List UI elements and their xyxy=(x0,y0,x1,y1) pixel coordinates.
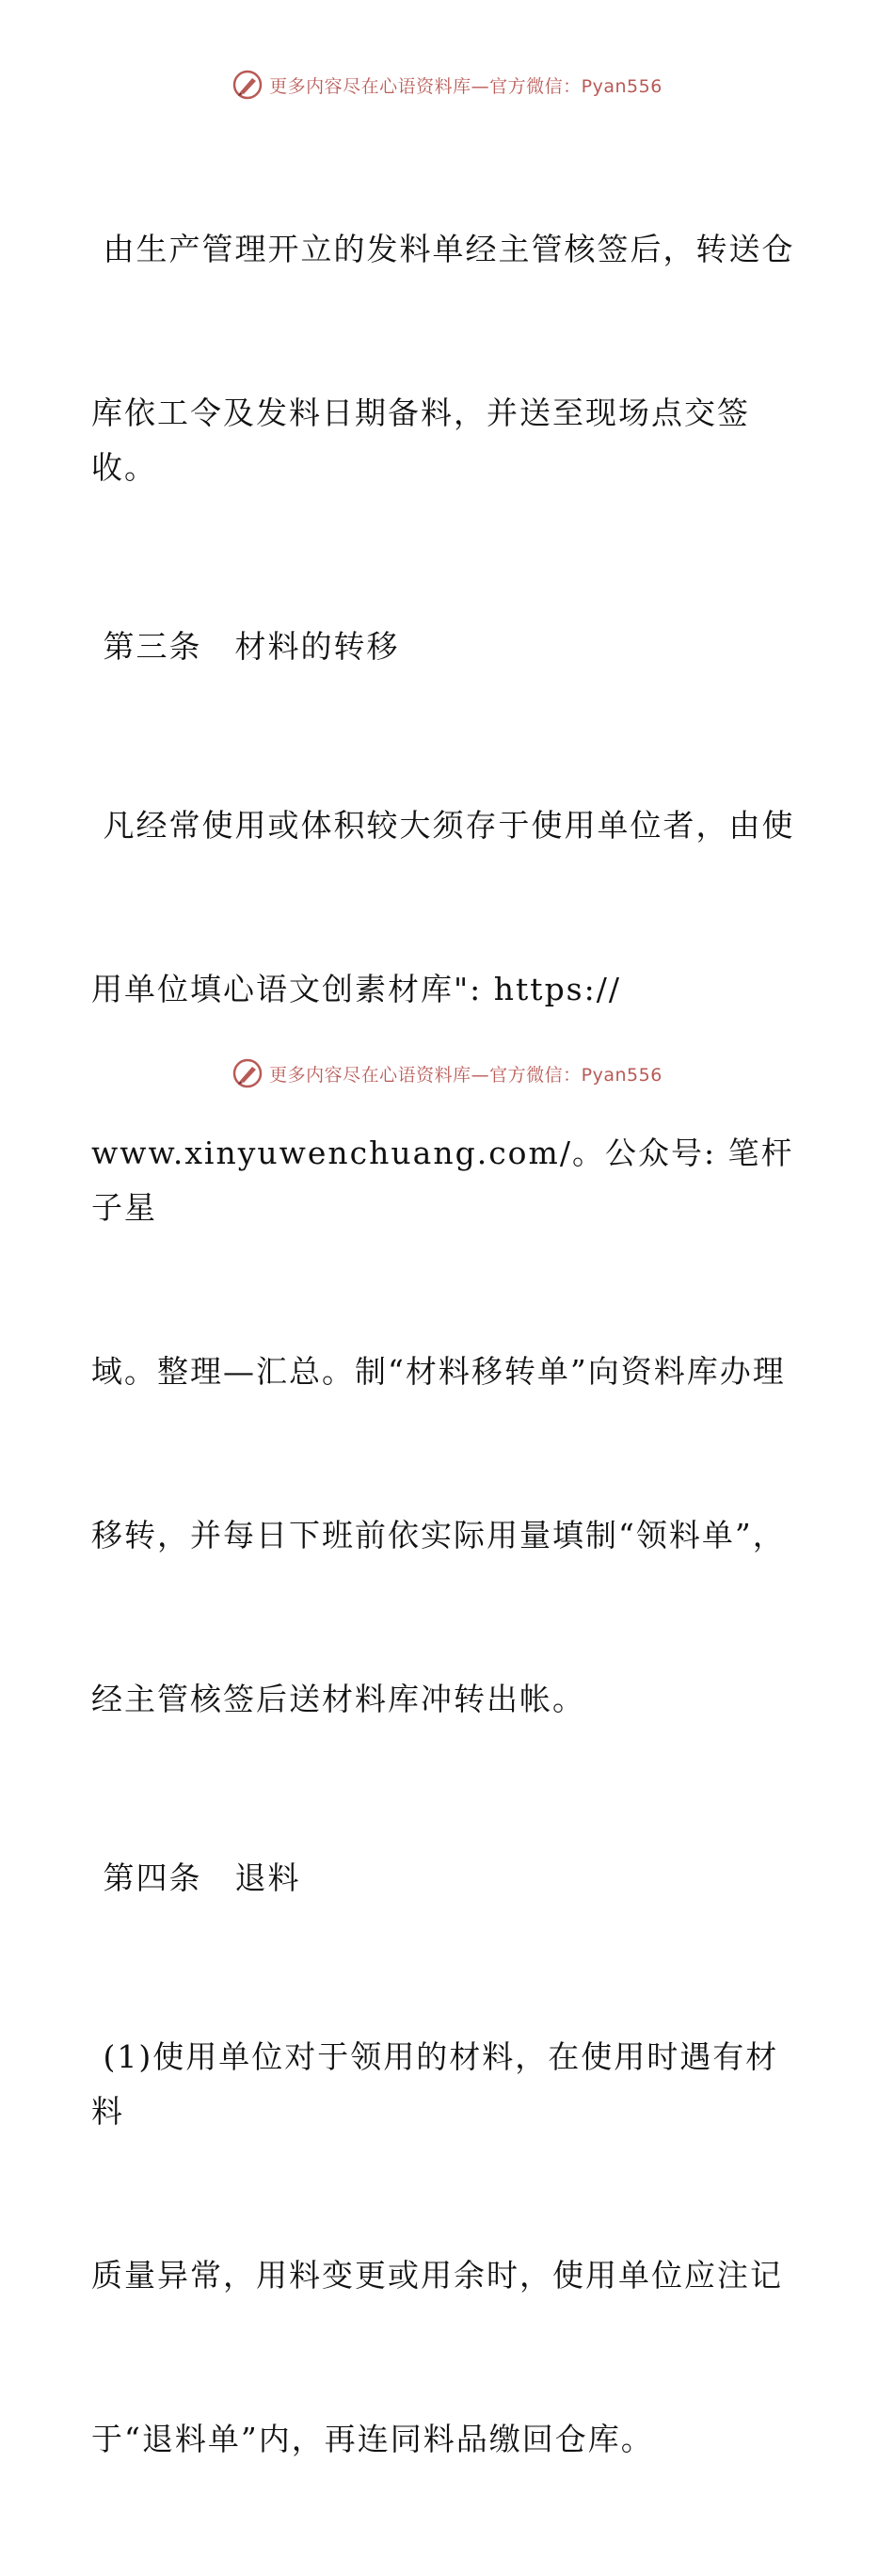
text-line: 于“退料单”内，再连同料品缴回仓库。 xyxy=(91,2421,654,2457)
text-line: 由生产管理开立的发料单经主管核签后，转送仓 xyxy=(91,231,795,267)
paragraph-transfer xyxy=(91,689,806,1836)
text-line: 凡经常使用或体积较大须存于使用单位者，由使 xyxy=(91,807,795,844)
banner-text: 更多内容尽在心语资料库—官方微信：Pyan556 xyxy=(269,1064,663,1086)
text-line: (1)使用单位对于领用的材料，在使用时遇有材料 xyxy=(91,2038,779,2130)
text-line: 域。整理—汇总。制“材料移转单”向资料库办理 xyxy=(91,1353,786,1390)
paragraph-return xyxy=(91,1921,806,2576)
text-line: www.xinyuwenchuang.com/。公众号: 笔杆子星 xyxy=(91,1135,794,1226)
article-3-heading: 第三条 材料的转移 xyxy=(91,628,400,665)
text-line: 用单位填心语文创素材库": https:// xyxy=(91,971,621,1007)
text-line: 经主管核签后送材料库冲转出帐。 xyxy=(91,1681,585,1717)
text-line: 移转，并每日下班前依实际用量填制“领料单”， xyxy=(91,1517,786,1554)
pen-logo-icon xyxy=(231,69,263,101)
footer-banner xyxy=(0,1055,894,1092)
pen-logo-icon xyxy=(231,1057,263,1089)
paragraph-issue xyxy=(91,113,806,604)
header-banner xyxy=(0,66,894,104)
document-body xyxy=(91,113,806,2576)
text-line: 质量异常，用料变更或用余时，使用单位应注记 xyxy=(91,2257,783,2294)
article-4-heading: 第四条 退料 xyxy=(91,1860,301,1896)
banner-text: 更多内容尽在心语资料库—官方微信：Pyan556 xyxy=(269,75,663,97)
text-line: 库依工令及发料日期备料，并送至现场点交签收。 xyxy=(91,394,750,486)
